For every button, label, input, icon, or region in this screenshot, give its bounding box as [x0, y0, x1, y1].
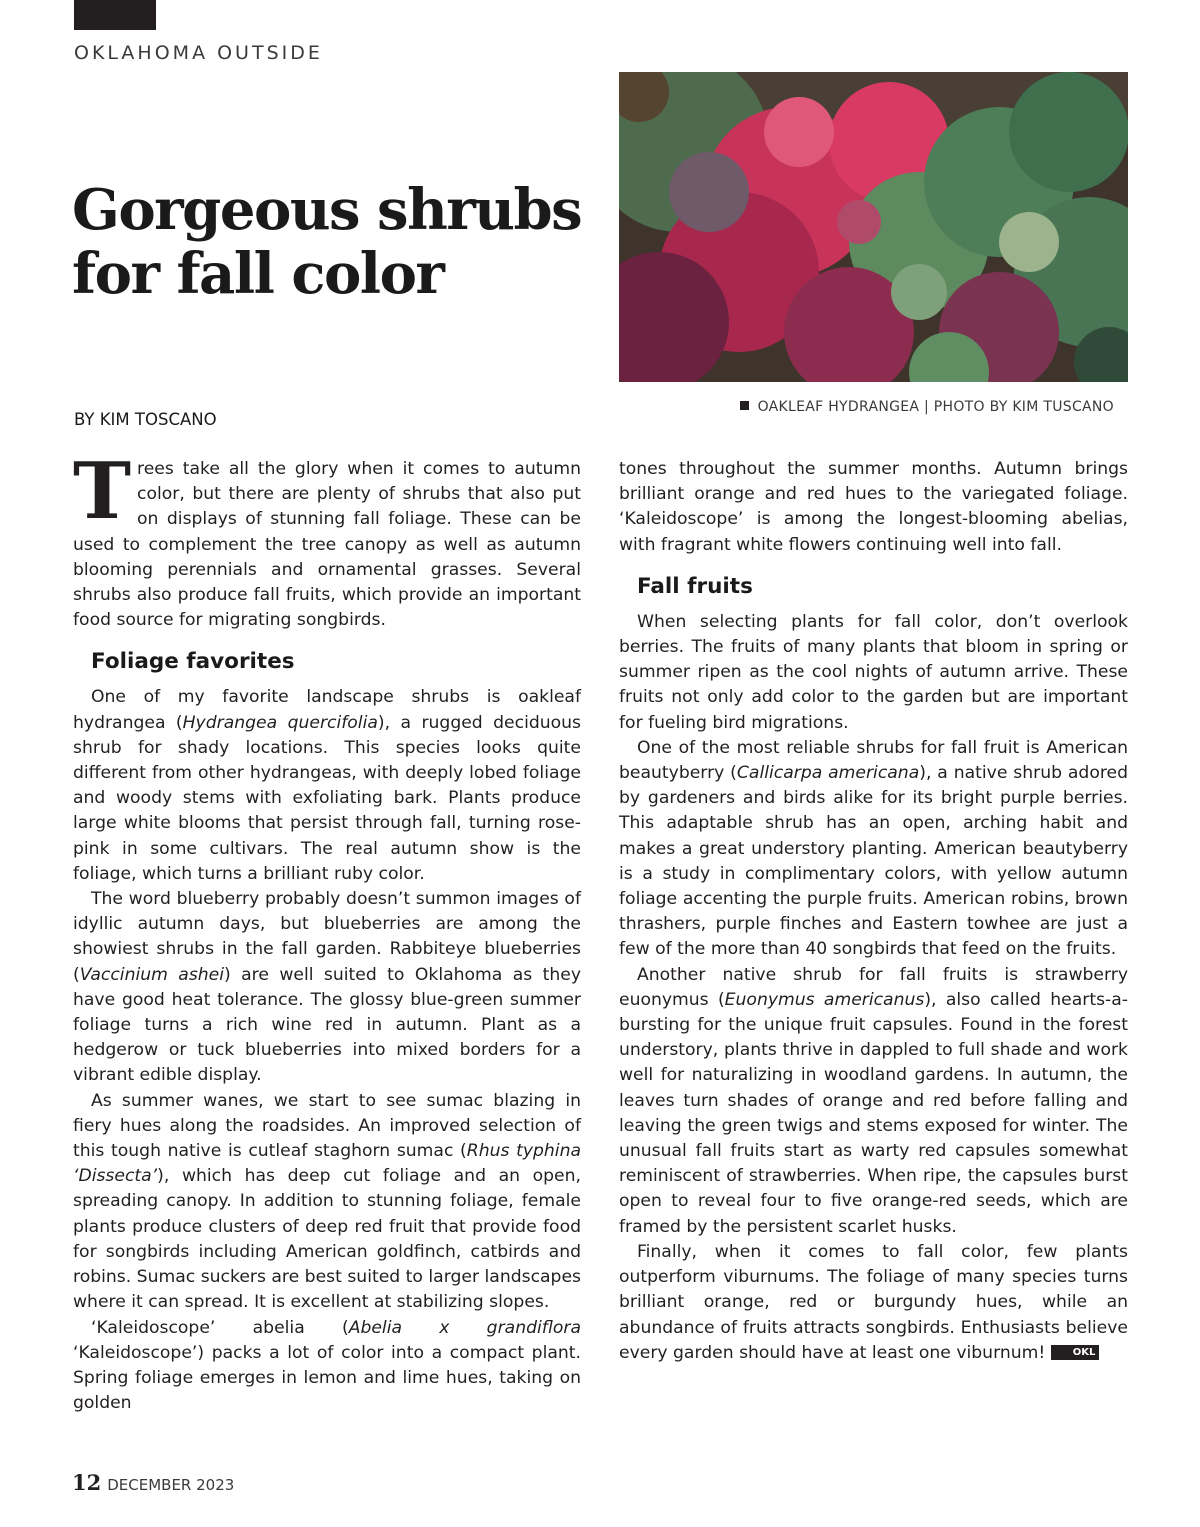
caption-text: OAKLEAF HYDRANGEA | PHOTO BY KIM TUSCANO [757, 399, 1114, 415]
scientific-name: Euonymus americanus [724, 989, 925, 1010]
scientific-name: Hydrangea quercifolia [182, 712, 378, 733]
subhead-fall-fruits: Fall fruits [637, 573, 753, 599]
page-number: 12 [72, 1470, 102, 1495]
right-column [619, 457, 1128, 1366]
paragraph-blueberry [73, 887, 581, 1089]
left-column [73, 446, 582, 1416]
text-run: Finally, when it comes to fall color, few plants outperform viburnums. The foliage of many species turns brilliant orange, red or burgundy hues, while an abundance of fruits attracts songbirds. Enthusiasts believe every garden should have at least one viburnum! [619, 1241, 1128, 1363]
paragraph-berries: When selecting plants for fall color, don’t overlook berries. The fruits of many plants that bloom in spring or summer ripen as the cool nights of autumn arrive. These fruits not only add color to the garden but are important for fueling bird migrations. [619, 611, 1128, 733]
text-run: ), also called hearts-a-bursting for the unique fruit capsules. Found in the forest understory, plants thrive in dappled to full shade and work well for naturalizing in woodland gardens. In autumn, the leaves turn shades of orange and red before falling and leaving the green twigs and stems exposed for winter. The unusual fall fruits start as warty red capsules somewhat reminiscent of strawberries. When ripe, the capsules burst open to reveal four to five orange-red seeds, which are framed by the persistent scarlet husks. [619, 989, 1128, 1237]
text-run: ‘Kaleidoscope’ abelia ( [91, 1317, 349, 1338]
oakleaf-hydrangea-photo [619, 72, 1128, 382]
byline: BY KIM TOSCANO [74, 410, 217, 429]
text-run: ‘Kaleidoscope’) packs a lot of color into a compact plant. Spring foliage emerges in lemon and lime hues, taking on golden [73, 1342, 581, 1414]
caption-square-icon [740, 401, 749, 410]
section-label: OKLAHOMA OUTSIDE [74, 42, 323, 64]
paragraph-oakleaf-hydrangea [73, 685, 581, 887]
page-footer [72, 1470, 234, 1495]
text-run: One of my favorite landscape shrubs is oakleaf hydrangea ( [73, 687, 581, 733]
paragraph-viburnum [619, 1240, 1128, 1366]
scientific-name: Callicarpa americana [736, 763, 920, 784]
paragraph-euonymus [619, 963, 1128, 1240]
text-run: Another native shrub for fall fruits is strawberry euonymus ( [619, 964, 1128, 1010]
text-run: One of the most reliable shrubs for fall fruit is American beautyberry ( [619, 737, 1128, 784]
text-run: The word blueberry probably doesn’t summon images of idyllic autumn days, but blueberries are among the showiest shrubs in the fall garden. Rabbiteye blueberries ( [73, 889, 581, 985]
intro-paragraph [73, 446, 581, 633]
paragraph-sumac [73, 1089, 581, 1316]
paragraph-beautyberry [619, 736, 1128, 963]
text-run: ), a rugged deciduous shrub for shady locations. This species looks quite different from other hydrangeas, with deeply lobed foliage and woody stems with exfoliating bark. Plants produce large white blooms that persist through fall, turning rose-pink in some cultivars. The real autumn show is the foliage, which turns a brilliant ruby color. [73, 712, 582, 884]
photo-illustration [619, 72, 1128, 382]
text-run: ) are well suited to Oklahoma as they have good heat tolerance. The glossy blue-green summer foliage turns a rich wine red in autumn. Plant as a hedgerow or tuck blueberries into mixed borders for a vibrant edible display. [73, 964, 581, 1086]
scientific-name: Rhus typhina ‘Dissecta’ [73, 1141, 582, 1187]
section-tab-bar [74, 0, 156, 30]
text-run: ), which has deep cut foliage and an open, spreading canopy. In addition to stunning foliage, female plants produce clusters of deep red fruit that provide food for songbirds including American goldfinch, catbirds and robins. Sumac suckers are best suited to larger landscapes where it can spread. It is excellent at stabilizing slopes. [73, 1166, 581, 1313]
text-run: ), a native shrub adored by gardeners and birds alike for its bright purple berries. This adaptable shrub has an open, arching habit and makes a great understory planting. American beautyberry is a study in complimentary colors, with yellow autumn foliage accenting the purple fruits. American robins, brown thrashers, purple finches and Eastern towhee are just a few of the more than 40 songbirds that feed on the fruits. [619, 763, 1129, 960]
drop-cap: T [73, 446, 132, 537]
scientific-name: Vaccinium ashei [79, 964, 225, 985]
headline: Gorgeous shrubs for fall color [72, 177, 582, 307]
end-mark-badge: OKL [1051, 1345, 1100, 1360]
intro-text: rees take all the glory when it comes to autumn color, but there are plenty of shrubs that also put on displays of stunning fall foliage. These can be used to complement the tree canopy as well as autumn blooming perennials and ornamental grasses. Several shrubs also produce fall fruits, which provide an important food source for migrating songbirds. [73, 459, 581, 631]
issue-date: DECEMBER 2023 [107, 1476, 235, 1494]
text-run: As summer wanes, we start to see sumac blazing in fiery hues along the roadsides. An improved selection of this tough native is cutleaf staghorn sumac ( [73, 1090, 581, 1162]
paragraph-abelia [73, 1316, 581, 1417]
photo-caption [740, 399, 1114, 415]
subhead-foliage-favorites: Foliage favorites [91, 649, 295, 675]
paragraph-abelia-continued: tones throughout the summer months. Autumn brings brilliant orange and red hues to the variegated foliage. ‘Kaleidoscope’ is among the longest-blooming abelias, with fragrant white flowers continuing well into fall. [619, 459, 1128, 555]
scientific-name: Abelia x grandiflora [348, 1317, 581, 1338]
